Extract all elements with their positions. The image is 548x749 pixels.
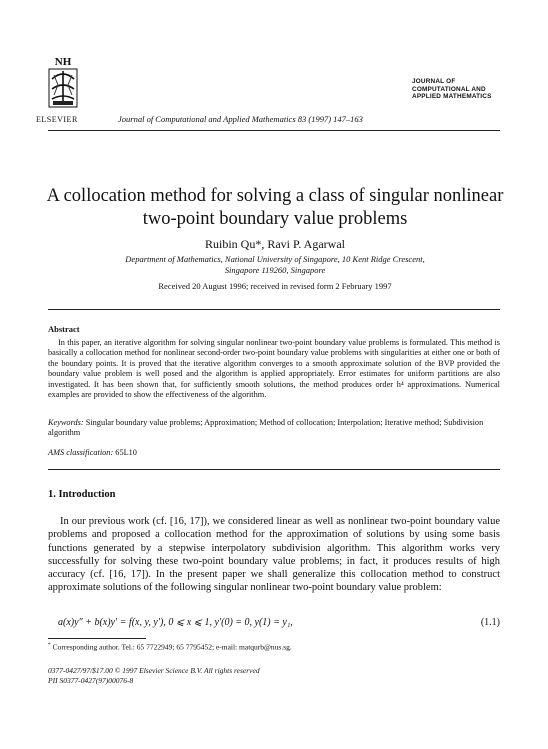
journal-name-line: JOURNAL OF bbox=[412, 78, 456, 85]
section-heading: 1. Introduction bbox=[48, 489, 116, 500]
publisher-mark: NH bbox=[54, 56, 72, 68]
keywords-label: Keywords: bbox=[48, 418, 84, 427]
publisher-logo bbox=[44, 55, 82, 111]
intro-paragraph: In our previous work (cf. [16, 17]), we considered linear as well as nonlinear two-point boundary value problems and proposed a collocation method for the approximation of solutions by using some basis functions generated by a stepwise interpolatory subdivision algorithm. This algorithm works very successfully for solving these two-point boundary value problems; in fact, it produces results of high accuracy (cf. [16, 17]). In the present paper we shall generalize this collocation method to construct approximate solutions of the following singular nonlinear two-point boundary value problem: bbox=[48, 516, 500, 594]
footnote-text: Corresponding author. Tel.: 65 7722949; 65 7795452; e-mail: matqurb@nus.sg. bbox=[52, 642, 292, 652]
abstract-text: In this paper, an iterative algorithm for solving singular nonlinear two-point boundary value problems is formulated. This method is basically a collocation method for nonlinear second-order two-point boundary value problems with singularities at either one or both of the boundary points. It is proved that the iterative algorithm converges to a smooth approximate solution of the BVP provided the boundary value problem is well posed and the algorithm is applied appropriately. Error estimates for uniform partitions are also investigated. It has been shown that, for sufficiently smooth solutions, the method produces order h⁴ approximations. Numerical examples are provided to show the effectiveness of the algorithm. bbox=[48, 338, 500, 400]
footnote-marker: * bbox=[48, 642, 51, 648]
keywords-text: Singular boundary value problems; Approximation; Method of collocation; Interpolation; Iterative method; Subdivision algorithm bbox=[48, 418, 484, 438]
equation-number: (1.1) bbox=[480, 617, 500, 628]
abstract-rule-bottom bbox=[48, 469, 500, 470]
keywords bbox=[48, 418, 500, 439]
journal-citation: Journal of Computational and Applied Mathematics 83 (1997) 147–163 bbox=[118, 114, 363, 124]
journal-name-line: COMPUTATIONAL AND bbox=[412, 85, 486, 93]
title-line-2: two-point boundary value problems bbox=[142, 209, 408, 229]
footnote bbox=[48, 642, 292, 652]
ams-label: AMS classification: bbox=[48, 448, 114, 457]
equation-formula: a(x)y″ + b(x)y′ = f(x, y, y′), 0 ⩽ x ⩽ 1, y′(0) = 0, y(1) = y₁, bbox=[58, 617, 293, 628]
received-dates: Received 20 August 1996; received in revised form 2 February 1997 bbox=[158, 281, 392, 291]
ams-classification bbox=[48, 448, 137, 457]
pii-line: PII S0377-0427(97)00076-8 bbox=[48, 676, 134, 685]
title-line-1: A collocation method for solving a class of singular nonlinear bbox=[46, 186, 504, 206]
journal-name-line: APPLIED MATHEMATICS bbox=[412, 93, 492, 100]
authors: Ruibin Qu*, Ravi P. Agarwal bbox=[205, 237, 345, 251]
affiliation bbox=[30, 254, 520, 276]
abstract-rule-top bbox=[48, 309, 500, 310]
footnote-rule bbox=[48, 638, 146, 639]
abstract-heading: Abstract bbox=[48, 324, 80, 334]
ams-value: 65L10 bbox=[115, 448, 137, 457]
publisher-name: ELSEVIER bbox=[36, 115, 78, 124]
affiliation-line-1: Department of Mathematics, National University of Singapore, 10 Kent Ridge Crescent, bbox=[125, 254, 425, 264]
header-rule bbox=[48, 130, 500, 131]
paper-title bbox=[30, 185, 520, 231]
issn-line: 0377-0427/97/$17.00 © 1997 Elsevier Science B.V. All rights reserved bbox=[48, 666, 260, 675]
affiliation-line-2: Singapore 119260, Singapore bbox=[224, 265, 326, 275]
journal-name bbox=[412, 78, 492, 101]
issn-block bbox=[48, 666, 260, 686]
